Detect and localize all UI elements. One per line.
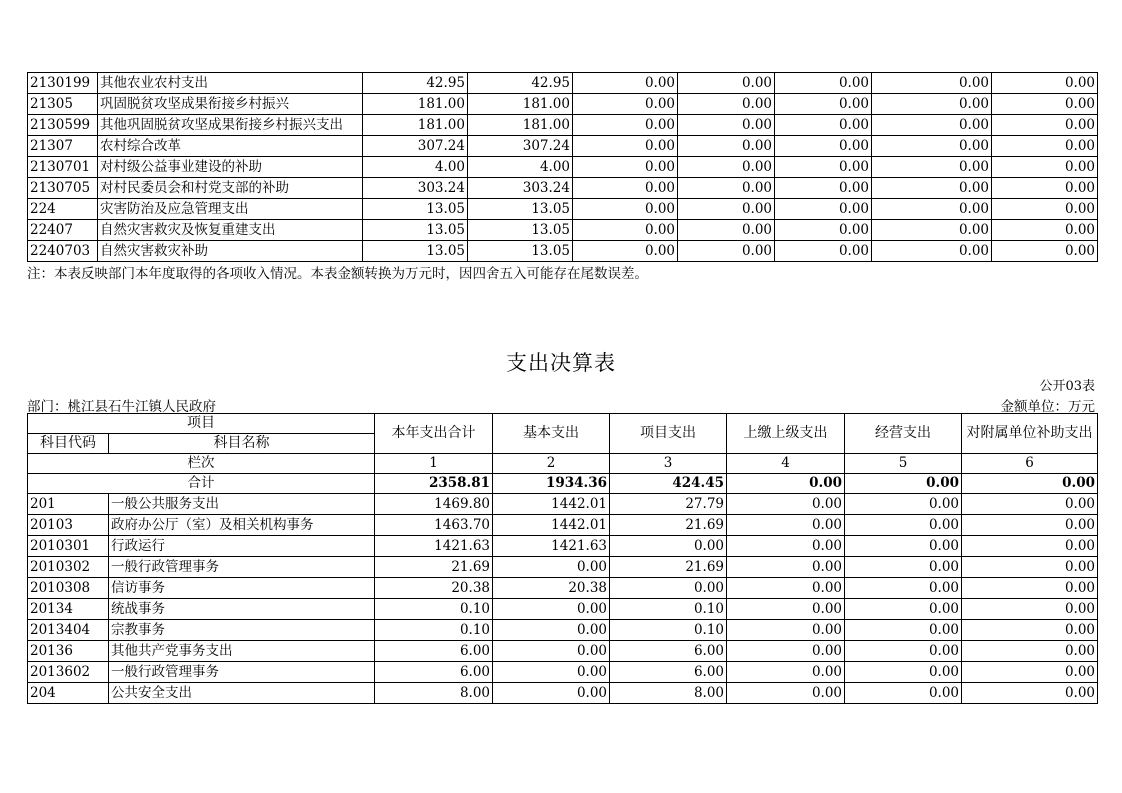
row-value: 0.00 bbox=[727, 557, 845, 578]
row-value: 0.00 bbox=[962, 683, 1098, 704]
row-value: 6.00 bbox=[610, 662, 727, 683]
row-name: 其他巩固脱贫攻坚成果衔接乡村振兴支出 bbox=[98, 115, 363, 136]
row-name: 行政运行 bbox=[109, 536, 375, 557]
row-value: 0.00 bbox=[872, 199, 992, 220]
department-label: 部门：桃江县石牛江镇人民政府 bbox=[27, 399, 216, 415]
row-value: 13.05 bbox=[363, 241, 468, 262]
row-name: 一般行政管理事务 bbox=[109, 557, 375, 578]
expenditure-table bbox=[27, 413, 1098, 704]
row-value: 0.00 bbox=[872, 73, 992, 94]
column-number: 6 bbox=[962, 454, 1098, 474]
row-value: 0.00 bbox=[775, 157, 872, 178]
row-value: 0.00 bbox=[775, 94, 872, 115]
column-number: 4 bbox=[727, 454, 845, 474]
row-code: 2013602 bbox=[28, 662, 109, 683]
row-name: 巩固脱贫攻坚成果衔接乡村振兴 bbox=[98, 94, 363, 115]
table-row bbox=[28, 662, 1098, 683]
row-code: 2010301 bbox=[28, 536, 109, 557]
row-value: 27.79 bbox=[610, 494, 727, 515]
column-number: 1 bbox=[375, 454, 493, 474]
row-value: 181.00 bbox=[363, 94, 468, 115]
income-continuation-table bbox=[27, 72, 1098, 262]
row-name: 其他共产党事务支出 bbox=[109, 641, 375, 662]
table-row bbox=[28, 220, 1098, 241]
row-name: 一般行政管理事务 bbox=[109, 662, 375, 683]
table-row bbox=[28, 115, 1098, 136]
row-name: 对村民委员会和村党支部的补助 bbox=[98, 178, 363, 199]
row-name: 政府办公厅（室）及相关机构事务 bbox=[109, 515, 375, 536]
row-value: 21.69 bbox=[375, 557, 493, 578]
table-row bbox=[28, 578, 1098, 599]
row-name: 信访事务 bbox=[109, 578, 375, 599]
table-row bbox=[28, 494, 1098, 515]
row-value: 0.00 bbox=[493, 557, 610, 578]
row-value: 0.00 bbox=[573, 220, 678, 241]
row-code: 2130705 bbox=[28, 178, 98, 199]
row-value: 0.00 bbox=[678, 115, 775, 136]
table-code: 公开03表 bbox=[1039, 379, 1095, 394]
row-value: 0.00 bbox=[678, 157, 775, 178]
row-value: 0.00 bbox=[845, 536, 962, 557]
row-value: 0.00 bbox=[678, 136, 775, 157]
row-value: 181.00 bbox=[468, 115, 573, 136]
row-value: 0.00 bbox=[678, 73, 775, 94]
table-row bbox=[28, 73, 1098, 94]
row-value: 13.05 bbox=[363, 199, 468, 220]
row-value: 0.00 bbox=[992, 157, 1098, 178]
row-code: 201 bbox=[28, 494, 109, 515]
header-col-4: 上缴上级支出 bbox=[727, 414, 845, 454]
row-code: 20103 bbox=[28, 515, 109, 536]
row-value: 13.05 bbox=[468, 199, 573, 220]
row-code: 2010302 bbox=[28, 557, 109, 578]
row-value: 0.00 bbox=[775, 241, 872, 262]
header-col-1: 本年支出合计 bbox=[375, 414, 493, 454]
row-value: 0.00 bbox=[727, 683, 845, 704]
row-value: 307.24 bbox=[468, 136, 573, 157]
row-value: 20.38 bbox=[493, 578, 610, 599]
row-code: 21307 bbox=[28, 136, 98, 157]
row-value: 0.00 bbox=[962, 536, 1098, 557]
row-value: 0.00 bbox=[727, 515, 845, 536]
row-name: 公共安全支出 bbox=[109, 683, 375, 704]
row-value: 0.00 bbox=[962, 641, 1098, 662]
row-name: 宗教事务 bbox=[109, 620, 375, 641]
column-number: 5 bbox=[845, 454, 962, 474]
row-value: 0.00 bbox=[962, 620, 1098, 641]
row-value: 0.00 bbox=[962, 599, 1098, 620]
row-value: 0.00 bbox=[727, 536, 845, 557]
row-value: 0.00 bbox=[573, 157, 678, 178]
row-value: 0.00 bbox=[727, 578, 845, 599]
row-value: 0.00 bbox=[775, 73, 872, 94]
row-value: 0.00 bbox=[573, 241, 678, 262]
row-value: 21.69 bbox=[610, 515, 727, 536]
row-value: 0.00 bbox=[962, 557, 1098, 578]
table-row bbox=[28, 683, 1098, 704]
row-value: 0.00 bbox=[845, 683, 962, 704]
row-value: 0.00 bbox=[727, 620, 845, 641]
row-value: 1442.01 bbox=[493, 515, 610, 536]
table-row bbox=[28, 199, 1098, 220]
row-value: 0.00 bbox=[727, 641, 845, 662]
row-value: 1421.63 bbox=[493, 536, 610, 557]
row-value: 0.00 bbox=[992, 115, 1098, 136]
row-value: 0.00 bbox=[962, 662, 1098, 683]
column-number: 2 bbox=[493, 454, 610, 474]
row-value: 0.00 bbox=[845, 641, 962, 662]
row-value: 0.00 bbox=[872, 115, 992, 136]
table-note: 注：本表反映部门本年度取得的各项收入情况。本表金额转换为万元时，因四舍五入可能存在尾数误差。 bbox=[27, 266, 648, 282]
row-value: 0.00 bbox=[775, 115, 872, 136]
header-item: 项目 bbox=[28, 414, 375, 434]
row-code: 2130199 bbox=[28, 73, 98, 94]
row-value: 0.00 bbox=[872, 136, 992, 157]
row-value: 0.00 bbox=[775, 199, 872, 220]
row-value: 0.10 bbox=[610, 599, 727, 620]
row-value: 181.00 bbox=[363, 115, 468, 136]
total-value: 0.00 bbox=[727, 474, 845, 494]
row-value: 0.00 bbox=[573, 115, 678, 136]
column-number-row bbox=[28, 454, 1098, 474]
row-code: 20134 bbox=[28, 599, 109, 620]
row-value: 0.10 bbox=[375, 620, 493, 641]
row-code: 22407 bbox=[28, 220, 98, 241]
header-col-6: 对附属单位补助支出 bbox=[962, 414, 1098, 454]
row-value: 4.00 bbox=[363, 157, 468, 178]
row-value: 8.00 bbox=[610, 683, 727, 704]
row-value: 0.00 bbox=[573, 199, 678, 220]
expenditure-table-body bbox=[28, 494, 1098, 704]
row-value: 0.00 bbox=[678, 241, 775, 262]
row-value: 0.00 bbox=[845, 620, 962, 641]
row-code: 2130599 bbox=[28, 115, 98, 136]
row-value: 303.24 bbox=[468, 178, 573, 199]
table-row bbox=[28, 515, 1098, 536]
total-row bbox=[28, 474, 1098, 494]
row-value: 0.00 bbox=[872, 94, 992, 115]
row-value: 0.00 bbox=[872, 241, 992, 262]
row-value: 303.24 bbox=[363, 178, 468, 199]
row-value: 21.69 bbox=[610, 557, 727, 578]
row-value: 181.00 bbox=[468, 94, 573, 115]
row-value: 0.00 bbox=[493, 599, 610, 620]
row-value: 0.00 bbox=[727, 599, 845, 620]
row-value: 0.00 bbox=[610, 536, 727, 557]
row-value: 0.00 bbox=[962, 494, 1098, 515]
row-code: 21305 bbox=[28, 94, 98, 115]
row-code: 204 bbox=[28, 683, 109, 704]
row-code: 2130701 bbox=[28, 157, 98, 178]
row-value: 0.10 bbox=[375, 599, 493, 620]
row-value: 0.00 bbox=[845, 599, 962, 620]
unit-label: 金额单位：万元 bbox=[1000, 399, 1095, 415]
row-value: 0.00 bbox=[962, 515, 1098, 536]
row-name: 农村综合改革 bbox=[98, 136, 363, 157]
row-value: 0.00 bbox=[678, 199, 775, 220]
row-value: 0.00 bbox=[573, 73, 678, 94]
header-col-3: 项目支出 bbox=[610, 414, 727, 454]
total-label: 合计 bbox=[28, 474, 375, 494]
table-row bbox=[28, 136, 1098, 157]
table-row bbox=[28, 94, 1098, 115]
header-col-5: 经营支出 bbox=[845, 414, 962, 454]
row-value: 0.00 bbox=[845, 662, 962, 683]
table-row bbox=[28, 178, 1098, 199]
row-value: 0.00 bbox=[775, 136, 872, 157]
row-value: 0.00 bbox=[493, 662, 610, 683]
row-value: 0.10 bbox=[610, 620, 727, 641]
row-value: 6.00 bbox=[375, 641, 493, 662]
row-value: 0.00 bbox=[845, 578, 962, 599]
row-value: 4.00 bbox=[468, 157, 573, 178]
row-name: 一般公共服务支出 bbox=[109, 494, 375, 515]
row-value: 0.00 bbox=[573, 94, 678, 115]
table-row bbox=[28, 599, 1098, 620]
header-col-2: 基本支出 bbox=[493, 414, 610, 454]
row-value: 0.00 bbox=[493, 620, 610, 641]
row-name: 对村级公益事业建设的补助 bbox=[98, 157, 363, 178]
row-value: 0.00 bbox=[845, 557, 962, 578]
row-value: 13.05 bbox=[468, 241, 573, 262]
row-label: 栏次 bbox=[28, 454, 375, 474]
column-number: 3 bbox=[610, 454, 727, 474]
table-row bbox=[28, 157, 1098, 178]
row-value: 0.00 bbox=[493, 683, 610, 704]
row-value: 0.00 bbox=[775, 178, 872, 199]
row-value: 0.00 bbox=[962, 578, 1098, 599]
header-code: 科目代码 bbox=[28, 434, 109, 454]
row-value: 1421.63 bbox=[375, 536, 493, 557]
row-value: 0.00 bbox=[727, 662, 845, 683]
row-value: 0.00 bbox=[845, 515, 962, 536]
row-value: 13.05 bbox=[363, 220, 468, 241]
row-code: 20136 bbox=[28, 641, 109, 662]
row-value: 0.00 bbox=[992, 220, 1098, 241]
row-name: 自然灾害救灾及恢复重建支出 bbox=[98, 220, 363, 241]
total-value: 0.00 bbox=[962, 474, 1098, 494]
header-row-1 bbox=[28, 414, 1098, 434]
row-name: 自然灾害救灾补助 bbox=[98, 241, 363, 262]
row-value: 0.00 bbox=[845, 494, 962, 515]
row-value: 0.00 bbox=[992, 94, 1098, 115]
row-value: 0.00 bbox=[678, 94, 775, 115]
row-value: 307.24 bbox=[363, 136, 468, 157]
row-value: 1442.01 bbox=[493, 494, 610, 515]
row-value: 0.00 bbox=[678, 178, 775, 199]
total-value: 1934.36 bbox=[493, 474, 610, 494]
table-row bbox=[28, 557, 1098, 578]
row-value: 0.00 bbox=[573, 136, 678, 157]
row-value: 0.00 bbox=[573, 178, 678, 199]
row-value: 0.00 bbox=[678, 220, 775, 241]
row-value: 0.00 bbox=[992, 136, 1098, 157]
row-value: 8.00 bbox=[375, 683, 493, 704]
page-title: 支出决算表 bbox=[506, 351, 616, 375]
row-value: 0.00 bbox=[727, 494, 845, 515]
row-value: 0.00 bbox=[992, 241, 1098, 262]
expenditure-table-header bbox=[28, 414, 1098, 494]
row-code: 2010308 bbox=[28, 578, 109, 599]
row-value: 42.95 bbox=[468, 73, 573, 94]
row-value: 0.00 bbox=[992, 178, 1098, 199]
table-row bbox=[28, 641, 1098, 662]
row-name: 灾害防治及应急管理支出 bbox=[98, 199, 363, 220]
row-value: 6.00 bbox=[375, 662, 493, 683]
income-table-body bbox=[28, 73, 1098, 262]
row-value: 42.95 bbox=[363, 73, 468, 94]
row-code: 224 bbox=[28, 199, 98, 220]
row-value: 6.00 bbox=[610, 641, 727, 662]
row-value: 0.00 bbox=[493, 641, 610, 662]
row-value: 0.00 bbox=[992, 199, 1098, 220]
row-code: 2240703 bbox=[28, 241, 98, 262]
row-code: 2013404 bbox=[28, 620, 109, 641]
row-name: 其他农业农村支出 bbox=[98, 73, 363, 94]
row-name: 统战事务 bbox=[109, 599, 375, 620]
total-value: 0.00 bbox=[845, 474, 962, 494]
row-value: 1469.80 bbox=[375, 494, 493, 515]
row-value: 0.00 bbox=[872, 220, 992, 241]
table-row bbox=[28, 620, 1098, 641]
row-value: 0.00 bbox=[992, 73, 1098, 94]
row-value: 0.00 bbox=[872, 178, 992, 199]
total-value: 2358.81 bbox=[375, 474, 493, 494]
table-row bbox=[28, 536, 1098, 557]
header-name: 科目名称 bbox=[109, 434, 375, 454]
row-value: 0.00 bbox=[610, 578, 727, 599]
row-value: 13.05 bbox=[468, 220, 573, 241]
total-value: 424.45 bbox=[610, 474, 727, 494]
row-value: 0.00 bbox=[775, 220, 872, 241]
row-value: 1463.70 bbox=[375, 515, 493, 536]
row-value: 0.00 bbox=[872, 157, 992, 178]
row-value: 20.38 bbox=[375, 578, 493, 599]
table-row bbox=[28, 241, 1098, 262]
